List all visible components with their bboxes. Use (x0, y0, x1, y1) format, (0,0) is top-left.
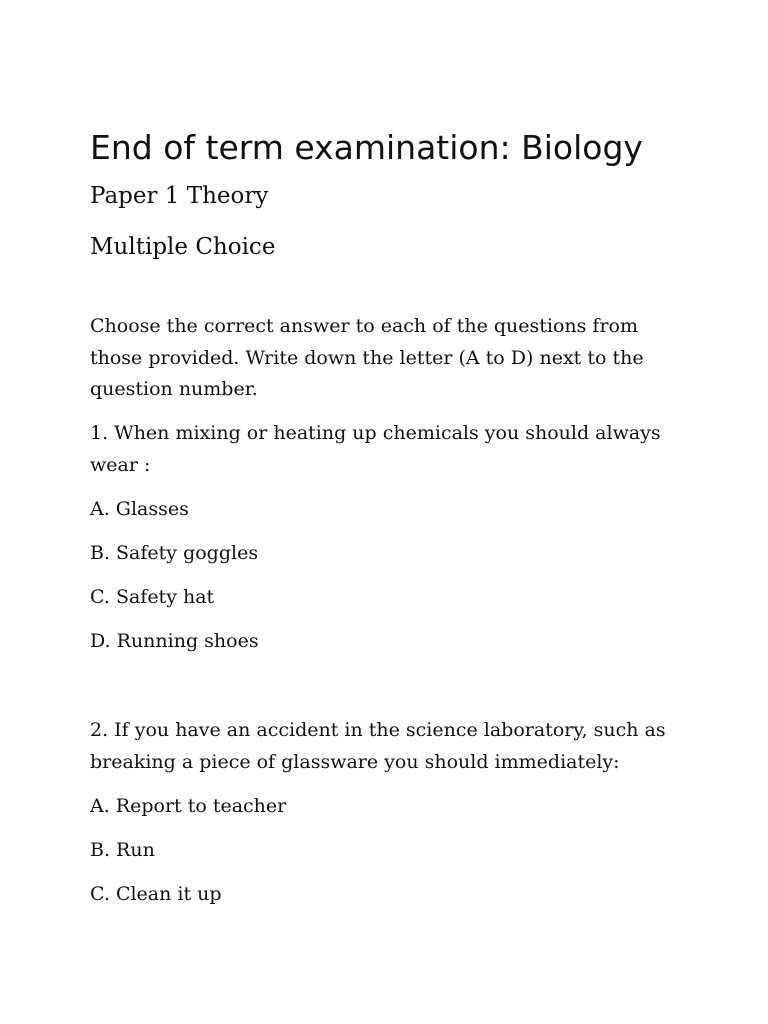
page-title: End of term examination: Biology (90, 128, 643, 167)
question-2-option-b: B. Run (90, 839, 155, 861)
section-heading: Multiple Choice (90, 234, 276, 260)
question-1-option-c: C. Safety hat (90, 586, 215, 608)
instructions-text: Choose the correct answer to each of the questions from those provided. Write down the letter (A to D) next to the question number. (90, 315, 644, 400)
paper-subtitle: Paper 1 Theory (90, 183, 269, 209)
question-2-option-a: A. Report to teacher (90, 795, 287, 817)
question-2-option-c: C. Clean it up (90, 883, 222, 905)
question-1-option-a: A. Glasses (90, 498, 189, 520)
question-1-option-b: B. Safety goggles (90, 542, 259, 564)
question-1-text: 1. When mixing or heating up chemicals you should always wear : (90, 422, 661, 476)
question-1-option-d: D. Running shoes (90, 630, 259, 652)
question-2-text: 2. If you have an accident in the science laboratory, such as breaking a piece of glassware you should immediately: (90, 719, 666, 773)
